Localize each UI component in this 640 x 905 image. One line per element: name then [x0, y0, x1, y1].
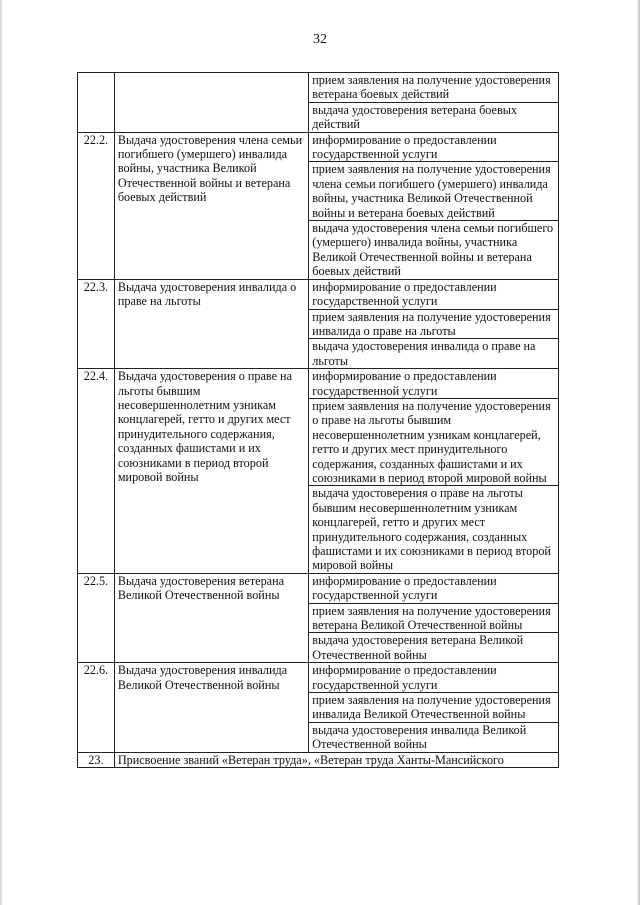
- item-number-cell: 22.3.: [78, 279, 115, 368]
- subservice-cell: прием заявления на получение удостоверения инвалида Великой Отечественной войны: [309, 693, 559, 723]
- subservice-cell: информирование о предоставлении государственной услуги: [309, 369, 559, 399]
- item-number-cell: 22.6.: [78, 663, 115, 752]
- table-row: [78, 369, 559, 399]
- subservice-cell: информирование о предоставлении государственной услуги: [309, 663, 559, 693]
- scan-edge-left: [0, 0, 3, 905]
- table-row: [78, 132, 559, 162]
- page-number: 32: [313, 32, 327, 47]
- item-number-cell: [78, 73, 115, 133]
- item-name-cell: Выдача удостоверения инвалида о праве на льготы: [114, 279, 308, 368]
- subservice-cell: прием заявления на получение удостоверения члена семьи погибшего (умершего) инвалида войны, участника Великой Отечественной войны и ветерана боевых действий: [309, 162, 559, 221]
- subservice-cell: информирование о предоставлении государственной услуги: [309, 132, 559, 162]
- subservice-cell: информирование о предоставлении государственной услуги: [309, 573, 559, 603]
- subservice-cell: выдача удостоверения члена семьи погибшего (умершего) инвалида войны, участника Великой Отечественной войны и ветерана боевых действий: [309, 221, 559, 280]
- item-name-cell: Выдача удостоверения о праве на льготы бывшим несовершеннолетним узникам концлагерей, гетто и других мест принудительного содержания, созданных фашистами и их союзниками в период второй мировой войны: [114, 369, 308, 574]
- item-number-cell: 23.: [78, 752, 115, 767]
- item-name-cell: Выдача удостоверения ветерана Великой Отечественной войны: [114, 573, 308, 662]
- item-name-cell: [114, 73, 308, 133]
- subservice-cell: выдача удостоверения ветерана Великой Отечественной войны: [309, 633, 559, 663]
- subservice-cell: выдача удостоверения ветерана боевых действий: [309, 102, 559, 132]
- subservice-cell: выдача удостоверения инвалида Великой Отечественной войны: [309, 722, 559, 752]
- item-number-cell: 22.5.: [78, 573, 115, 662]
- services-table: [77, 72, 559, 768]
- table-row: [78, 663, 559, 693]
- subservice-cell: прием заявления на получение удостоверения ветерана боевых действий: [309, 73, 559, 103]
- table-row: [78, 73, 559, 103]
- subservice-cell: прием заявления на получение удостоверения инвалида о праве на льготы: [309, 309, 559, 339]
- table-row: [78, 573, 559, 603]
- table-row: [78, 279, 559, 309]
- table-row: [78, 752, 559, 767]
- item-number-cell: 22.4.: [78, 369, 115, 574]
- item-number-cell: 22.2.: [78, 132, 115, 279]
- subservice-cell: прием заявления на получение удостоверения о праве на льготы бывшим несовершеннолетним узникам концлагерей, гетто и других мест принудительного содержания, созданных фашистами и их союзниками в период второй мировой войны: [309, 398, 559, 485]
- subservice-cell: прием заявления на получение удостоверения ветерана Великой Отечественной войны: [309, 603, 559, 633]
- subservice-cell: выдача удостоверения инвалида о праве на льготы: [309, 339, 559, 369]
- item-name-cell: Выдача удостоверения члена семьи погибшего (умершего) инвалида войны, участника Великой Отечественной войны и ветерана боевых действий: [114, 132, 308, 279]
- subservice-cell: информирование о предоставлении государственной услуги: [309, 279, 559, 309]
- item-name-cell: Присвоение званий «Ветеран труда», «Ветеран труда Ханты-Мансийского: [114, 752, 558, 767]
- item-name-cell: Выдача удостоверения инвалида Великой Отечественной войны: [114, 663, 308, 752]
- subservice-cell: выдача удостоверения о праве на льготы бывшим несовершеннолетним узникам концлагерей, гетто и других мест принудительного содержания, созданных фашистами и их союзниками в период второй мировой войны: [309, 486, 559, 573]
